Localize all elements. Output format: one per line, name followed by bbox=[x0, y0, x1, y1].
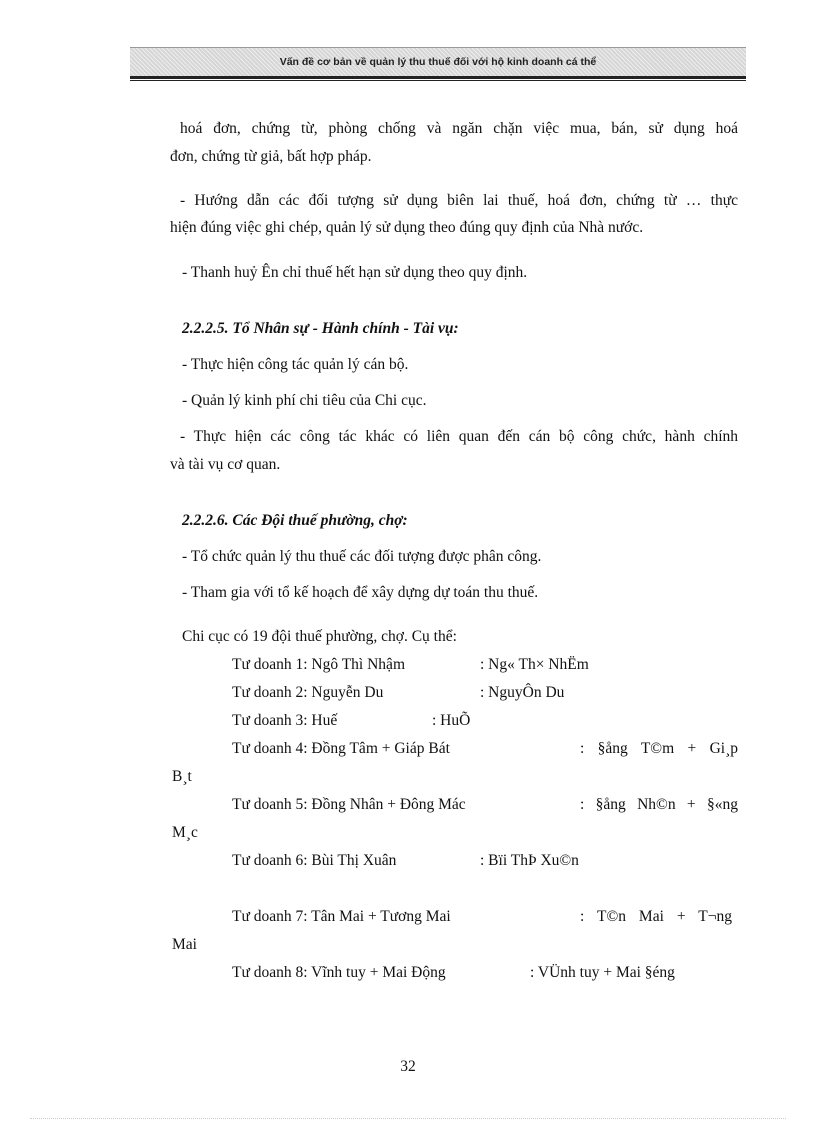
teams-intro: Chi cục có 19 đội thuế phường, chợ. Cụ thể: bbox=[182, 628, 457, 645]
team-name-legacy-wrap: Mai bbox=[172, 936, 197, 953]
list-item: - Tham gia với tổ kế hoạch để xây dựng dự toán thu thuế. bbox=[182, 584, 539, 601]
team-name: Tư doanh 6: Bùi Thị Xuân bbox=[232, 852, 397, 869]
header-rule-thin bbox=[130, 80, 746, 81]
team-name-legacy: : §ång T©m + Gi¸p bbox=[580, 740, 738, 757]
team-name-legacy: : Ng« Th× NhËm bbox=[480, 656, 589, 673]
page-number: 32 bbox=[400, 1058, 416, 1075]
paragraph-line: đơn, chứng từ giả, bất hợp pháp. bbox=[170, 148, 372, 165]
footer-rule bbox=[30, 1118, 786, 1119]
header-rule bbox=[130, 76, 746, 79]
paragraph-line: - Thanh huỷ Ên chỉ thuế hết hạn sử dụng theo quy định. bbox=[182, 264, 528, 281]
team-name: Tư doanh 7: Tân Mai + Tương Mai bbox=[232, 908, 451, 925]
section-heading-2-2-2-5: 2.2.2.5. Tổ Nhân sự - Hành chính - Tài vụ: bbox=[182, 320, 459, 337]
team-name-legacy-wrap: M¸c bbox=[172, 824, 198, 841]
team-name: Tư doanh 2: Nguyễn Du bbox=[232, 684, 384, 701]
list-item: - Thực hiện các công tác khác có liên quan đến cán bộ công chức, hành chính bbox=[180, 428, 738, 445]
team-name-legacy: : NguyÔn Du bbox=[480, 684, 565, 701]
section-heading-2-2-2-6: 2.2.2.6. Các Đội thuế phường, chợ: bbox=[182, 512, 408, 529]
team-name-legacy: : HuÕ bbox=[432, 712, 471, 729]
team-name: Tư doanh 5: Đồng Nhân + Đông Mác bbox=[232, 796, 466, 813]
team-name-legacy: : VÜnh tuy + Mai §éng bbox=[530, 964, 675, 981]
team-name-legacy: : T©n Mai + T¬ng bbox=[580, 908, 732, 925]
team-name: Tư doanh 3: Huế bbox=[232, 712, 338, 729]
team-name-legacy-wrap: B¸t bbox=[172, 768, 192, 785]
running-header bbox=[130, 47, 746, 76]
list-item-continuation: và tài vụ cơ quan. bbox=[170, 456, 281, 473]
paragraph-line: - Hướng dẫn các đối tượng sử dụng biên lai thuế, hoá đơn, chứng từ … thực bbox=[180, 192, 738, 209]
list-item: - Thực hiện công tác quản lý cán bộ. bbox=[182, 356, 409, 373]
team-name: Tư doanh 1: Ngô Thì Nhậm bbox=[232, 656, 405, 673]
paragraph-line: hiện đúng việc ghi chép, quản lý sử dụng theo đúng quy định của Nhà nước. bbox=[170, 219, 644, 236]
header-title: Vấn đề cơ bản về quản lý thu thuế đối với hộ kinh doanh cá thể bbox=[279, 56, 597, 68]
list-item: - Tổ chức quản lý thu thuế các đối tượng được phân công. bbox=[182, 548, 542, 565]
paragraph-line: hoá đơn, chứng từ, phòng chống và ngăn chặn việc mua, bán, sử dụng hoá bbox=[180, 120, 738, 137]
team-name: Tư doanh 8: Vĩnh tuy + Mai Động bbox=[232, 964, 446, 981]
team-name: Tư doanh 4: Đồng Tâm + Giáp Bát bbox=[232, 740, 450, 757]
list-item: - Quản lý kinh phí chi tiêu của Chi cục. bbox=[182, 392, 427, 409]
team-name-legacy: : Bïi ThÞ Xu©n bbox=[480, 852, 579, 869]
team-name-legacy: : §ång Nh©n + §«ng bbox=[580, 796, 738, 813]
